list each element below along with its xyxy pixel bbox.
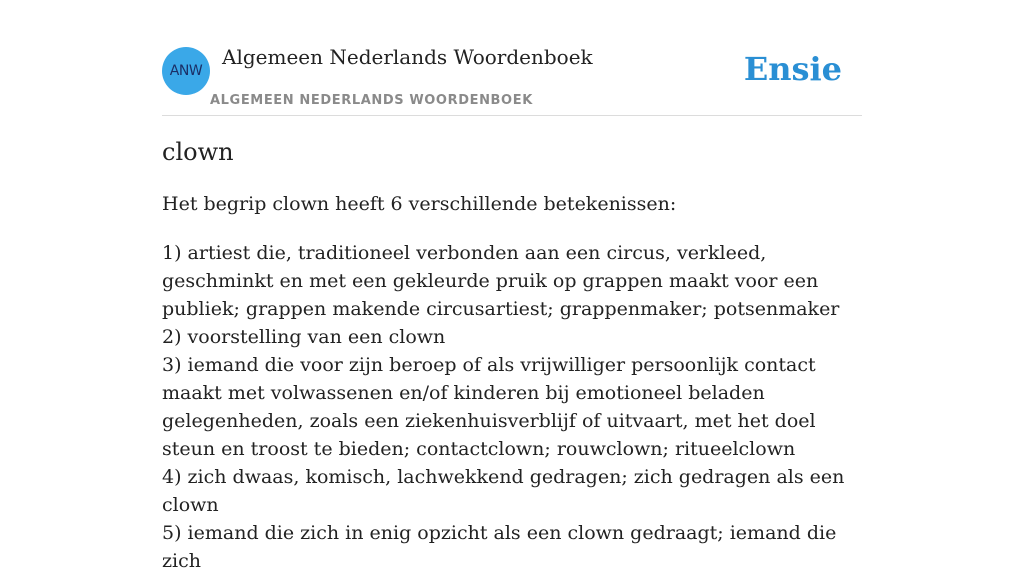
source-avatar[interactable]: ANW [162, 47, 210, 95]
meaning-item: 3) iemand die voor zijn beroep of als vrijwilliger persoonlijk contact maakt met volwassenen en/of kinderen bij emotioneel beladen gelegenheden, zoals een ziekenhuisverblijf of uitvaart, met het doel steun en troost te bieden; contactclown; rouwclown; ritueelclown [162, 354, 816, 460]
meanings-list [162, 239, 862, 575]
brand-logo[interactable]: Ensie [743, 50, 842, 88]
content-container [162, 0, 862, 572]
source-title[interactable]: Algemeen Nederlands Woordenboek [222, 45, 593, 69]
meaning-item: 5) iemand die zich in enig opzicht als een clown gedraagt; iemand die zich [162, 522, 837, 572]
source-header [162, 0, 862, 116]
source-subtitle: ALGEMEEN NEDERLANDS WOORDENBOEK [210, 93, 533, 108]
meaning-item: 1) artiest die, traditioneel verbonden aan een circus, verkleed, geschminkt en met een gekleurde pruik op grappen maakt voor een publiek; grappen makende circusartiest; grappenmaker; potsenmaker [162, 242, 840, 320]
meaning-item: 2) voorstelling van een clown [162, 326, 446, 348]
entry-term: clown [162, 138, 234, 166]
meaning-item: 4) zich dwaas, komisch, lachwekkend gedragen; zich gedragen als een clown [162, 466, 845, 516]
entry-intro: Het begrip clown heeft 6 verschillende betekenissen: [162, 193, 677, 215]
